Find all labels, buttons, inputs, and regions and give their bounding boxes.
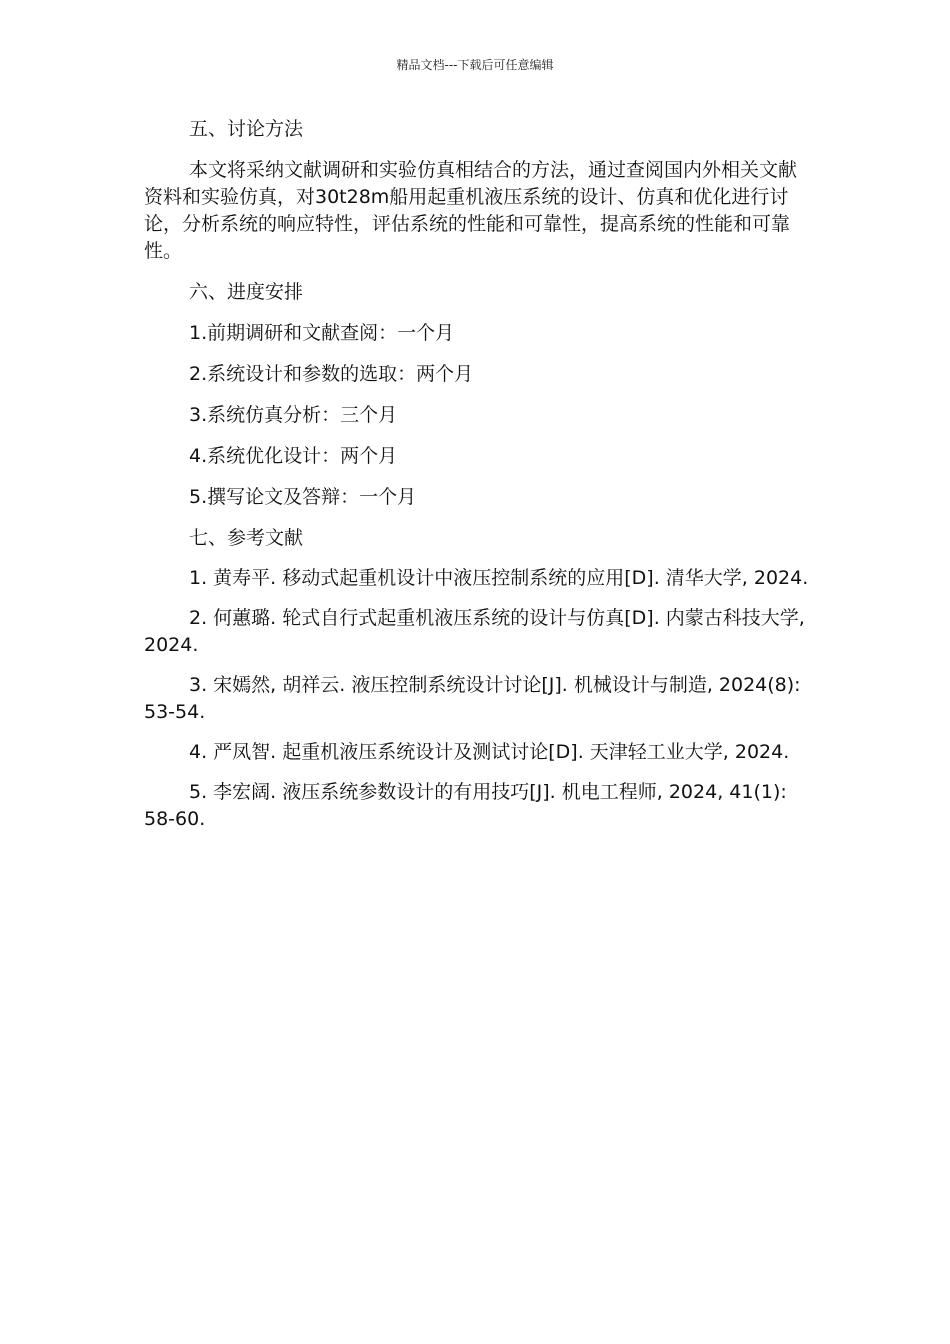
schedule-item: 2.系统设计和参数的选取：两个月 [189, 363, 474, 385]
reference-item: 1. 黄寿平. 移动式起重机设计中液压控制系统的应用[D]. 清华大学, 2024. [189, 567, 809, 589]
methods-paragraph: 本文将采纳文献调研和实验仿真相结合的方法，通过查阅国内外相关文献资料和实验仿真，对30t28m船用起重机液压系统的设计、仿真和优化进行讨论，分析系统的响应特性，评估系统的性能和可靠性，提高系统的性能和可靠性。 [144, 159, 798, 262]
reference-item: 3. 宋嫣然, 胡祥云. 液压控制系统设计讨论[J]. 机械设计与制造, 2024(8): 53-54. [144, 674, 801, 723]
section-heading-schedule: 六、进度安排 [189, 281, 304, 303]
page-header: 精品文档---下载后可任意编辑 [396, 58, 554, 72]
section-heading-references: 七、参考文献 [189, 527, 304, 549]
document-body [144, 116, 809, 833]
reference-item: 5. 李宏阔. 液压系统参数设计的有用技巧[J]. 机电工程师, 2024, 41(1): 58-60. [144, 781, 787, 830]
schedule-item: 4.系统优化设计：两个月 [189, 445, 398, 467]
reference-item: 2. 何蕙璐. 轮式自行式起重机液压系统的设计与仿真[D]. 内蒙古科技大学, 2024. [144, 607, 805, 656]
reference-item: 4. 严凤智. 起重机液压系统设计及测试讨论[D]. 天津轻工业大学, 2024. [189, 741, 790, 763]
schedule-item: 1.前期调研和文献查阅：一个月 [189, 322, 455, 344]
section-heading-methods: 五、讨论方法 [189, 118, 304, 140]
schedule-item: 3.系统仿真分析：三个月 [189, 404, 398, 426]
schedule-item: 5.撰写论文及答辩：一个月 [189, 486, 417, 508]
